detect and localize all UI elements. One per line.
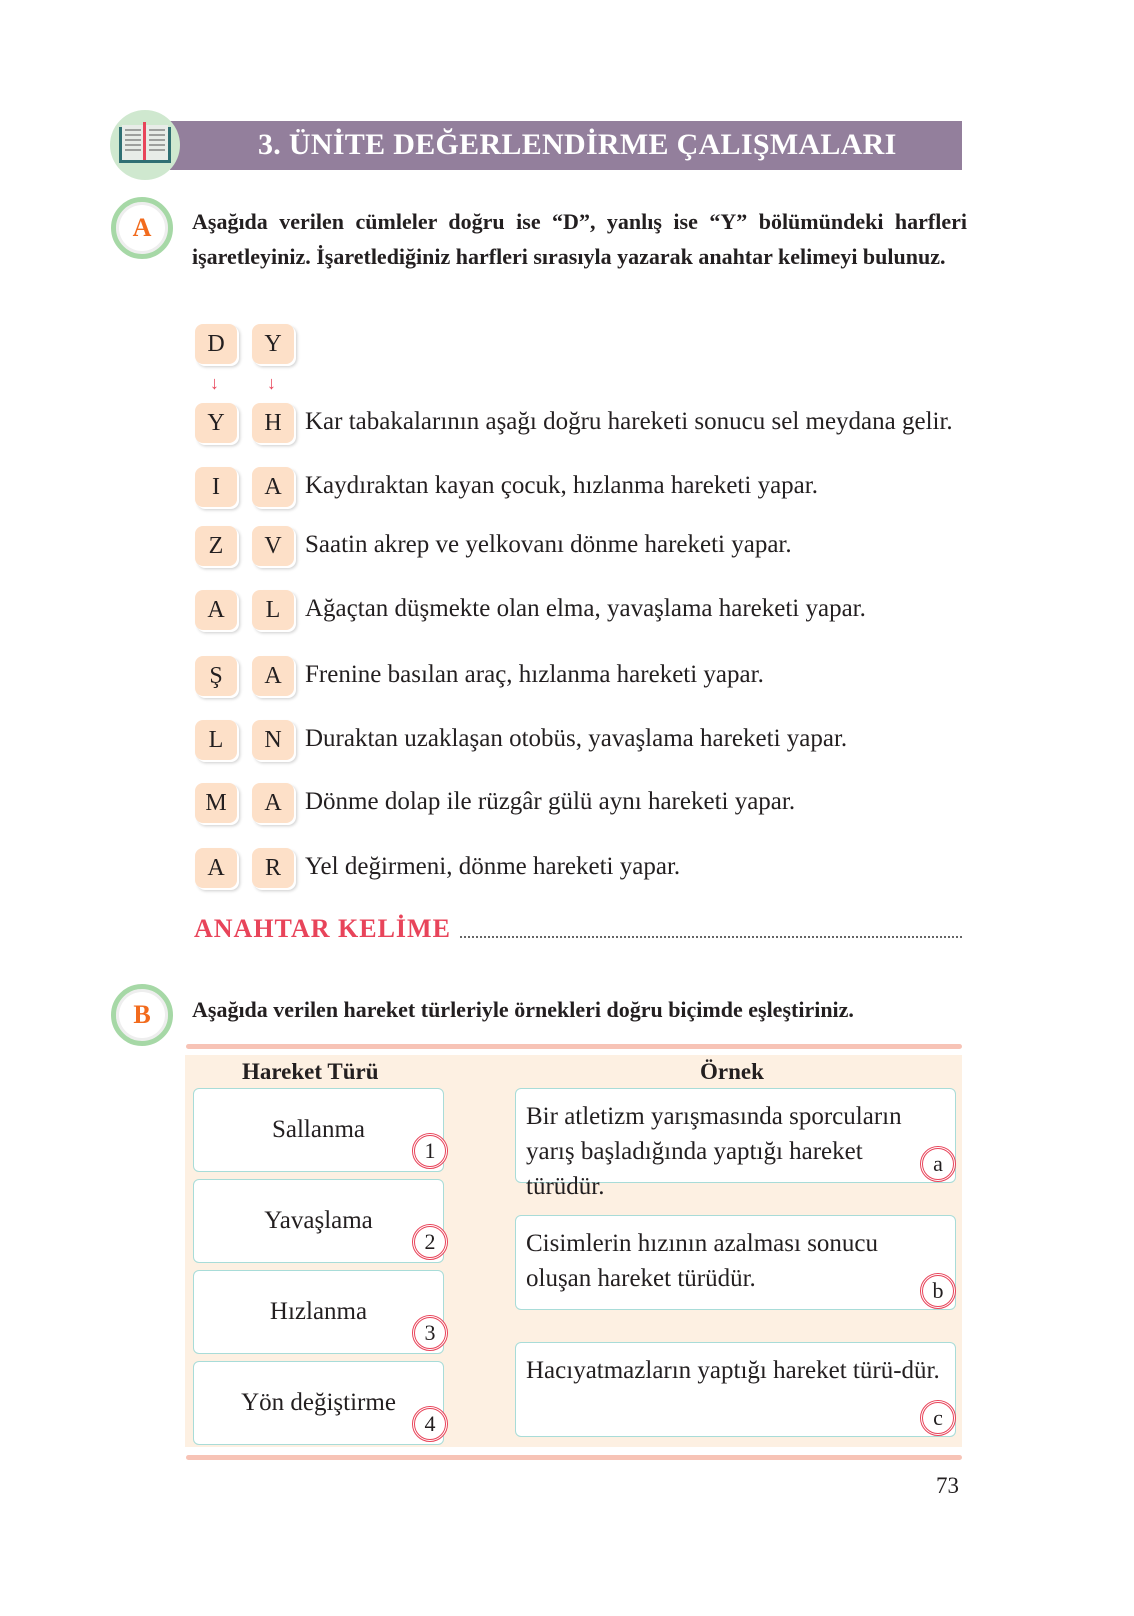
letter-box-true[interactable]: M [195, 783, 237, 823]
motion-type-label: Sallanma [271, 1116, 366, 1143]
letter-box-false[interactable]: A [252, 656, 294, 696]
example-text: Bir atletizm yarışmasında sporcuların yarış başladığında yaptığı hareket türüdür. [526, 1103, 902, 1200]
motion-type-label: Hızlanma [269, 1298, 368, 1325]
letter-box-true[interactable]: L [195, 720, 237, 760]
page-title: 3. ÜNİTE DEĞERLENDİRME ÇALIŞMALARI [258, 128, 897, 161]
letter-box-false[interactable]: H [252, 403, 294, 443]
number-badge: 1 [412, 1133, 448, 1169]
key-word-label: ANAHTAR KELİME [194, 914, 451, 943]
section-a-badge: A [111, 197, 173, 259]
letter-box-true[interactable]: A [195, 848, 237, 888]
motion-type-box[interactable] [193, 1179, 444, 1263]
header-box-d: D [195, 324, 237, 364]
letter-box-true[interactable]: Z [195, 526, 237, 566]
letter-box-true[interactable]: Ş [195, 656, 237, 696]
number-badge: 4 [412, 1406, 448, 1442]
number-badge: 2 [412, 1224, 448, 1260]
statement-text: Kar tabakalarının aşağı doğru hareketi sonucu sel meydana gelir. [305, 408, 953, 435]
letter-box-false[interactable]: N [252, 720, 294, 760]
letter-box-false[interactable]: R [252, 848, 294, 888]
statement-text: Ağaçtan düşmekte olan elma, yavaşlama hareketi yapar. [305, 595, 866, 622]
letter-box-true[interactable]: I [195, 467, 237, 507]
example-text: Hacıyatmazların yaptığı hareket türü-dür. [526, 1357, 940, 1384]
divider [186, 1455, 962, 1460]
left-column-header: Hareket Türü [242, 1059, 379, 1084]
example-box[interactable] [515, 1088, 956, 1200]
statement-text: Duraktan uzaklaşan otobüs, yavaşlama hareketi yapar. [305, 725, 848, 752]
section-a-instruction: Aşağıda verilen cümleler doğru ise “D”, yanlış ise “Y” bölümündeki harfleri işaretleyiniz. İşaretlediğiniz harfleri sırasıyla yazarak anahtar kelimeyi bulunuz. [192, 209, 967, 269]
page-number: 73 [936, 1473, 959, 1498]
letter-badge[interactable]: b [920, 1273, 956, 1309]
key-word-answer-line[interactable] [460, 936, 962, 938]
letter-box-false[interactable]: V [252, 526, 294, 566]
statement-text: Kaydıraktan kayan çocuk, hızlanma hareketi yapar. [305, 472, 818, 499]
letter-badge[interactable]: a [920, 1146, 956, 1182]
statement-text: Yel değirmeni, dönme hareketi yapar. [305, 853, 681, 880]
right-column-header: Örnek [700, 1059, 764, 1084]
letter-box-true[interactable]: Y [195, 403, 237, 443]
motion-type-box[interactable] [193, 1088, 444, 1172]
arrow-down-icon: ↓ [210, 373, 219, 393]
example-box[interactable] [515, 1215, 956, 1310]
number-badge: 3 [412, 1315, 448, 1351]
motion-type-label: Yön değiştirme [241, 1389, 396, 1416]
letter-box-false[interactable]: A [252, 467, 294, 507]
divider [186, 1044, 962, 1049]
motion-type-box[interactable] [193, 1270, 444, 1354]
letter-box-false[interactable]: A [252, 783, 294, 823]
section-b-badge: B [111, 984, 173, 1046]
example-box[interactable] [515, 1342, 956, 1437]
statement-text: Dönme dolap ile rüzgâr gülü aynı hareketi yapar. [305, 788, 796, 815]
letter-box-true[interactable]: A [195, 590, 237, 630]
book-icon [110, 110, 180, 180]
section-b-instruction: Aşağıda verilen hareket türleriyle örnekleri doğru biçimde eşleştiriniz. [192, 997, 854, 1022]
letter-box-false[interactable]: L [252, 590, 294, 630]
statement-text: Saatin akrep ve yelkovanı dönme hareketi yapar. [305, 531, 792, 558]
motion-type-box[interactable] [193, 1361, 444, 1445]
motion-type-label: Yavaşlama [264, 1207, 373, 1234]
header-box-y: Y [252, 324, 294, 364]
letter-badge[interactable]: c [920, 1400, 956, 1436]
arrow-down-icon: ↓ [267, 373, 276, 393]
statement-text: Frenine basılan araç, hızlanma hareketi yapar. [305, 661, 764, 688]
example-text: Cisimlerin hızının azalması sonucu oluşan hareket türüdür. [526, 1230, 879, 1292]
